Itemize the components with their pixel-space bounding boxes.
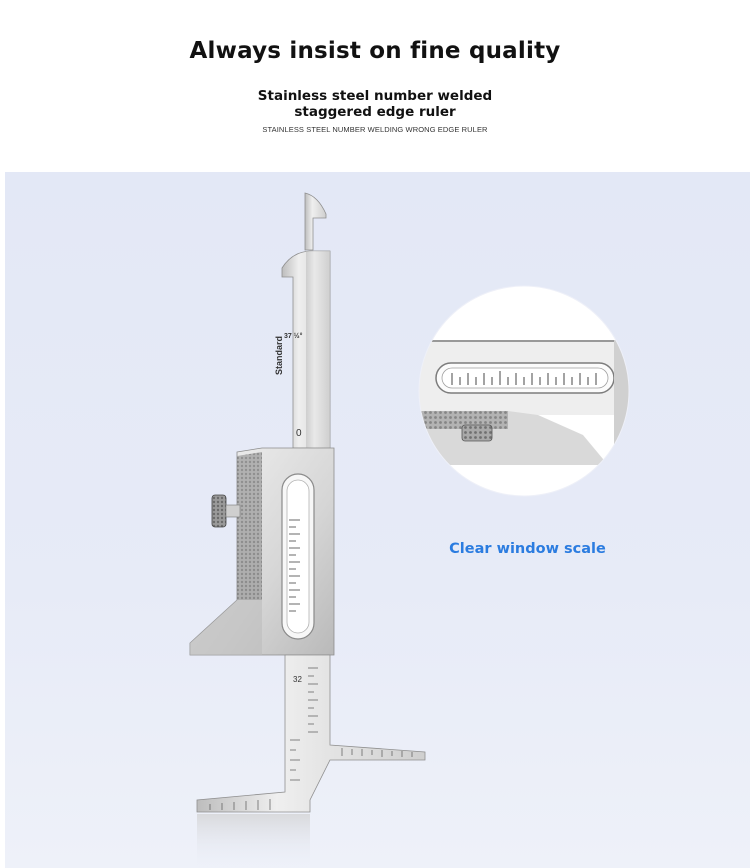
- zero-mark: 0: [296, 428, 302, 439]
- upper-hook-tip: [305, 193, 326, 250]
- fraction-mark: 37 ½°: [284, 333, 303, 340]
- depth-mark: 32: [293, 675, 302, 684]
- brand-engraving: Standard: [274, 335, 284, 375]
- zoom-detail: [418, 285, 630, 497]
- ruler-reflection: [197, 814, 310, 868]
- lower-blade: [197, 655, 425, 812]
- knurled-side: [237, 452, 262, 600]
- page-title: Always insist on fine quality: [189, 38, 561, 64]
- thumb-screw: [212, 495, 226, 527]
- product-caption: STAINLESS STEEL NUMBER WELDING WRONG EDGE RULER: [262, 125, 488, 134]
- subtitle-line-1: Stainless steel number welded: [257, 88, 493, 104]
- zoom-thumb-screw: [462, 425, 492, 441]
- subtitle-line-2: staggered edge ruler: [294, 104, 456, 120]
- feature-label: Clear window scale: [449, 541, 606, 557]
